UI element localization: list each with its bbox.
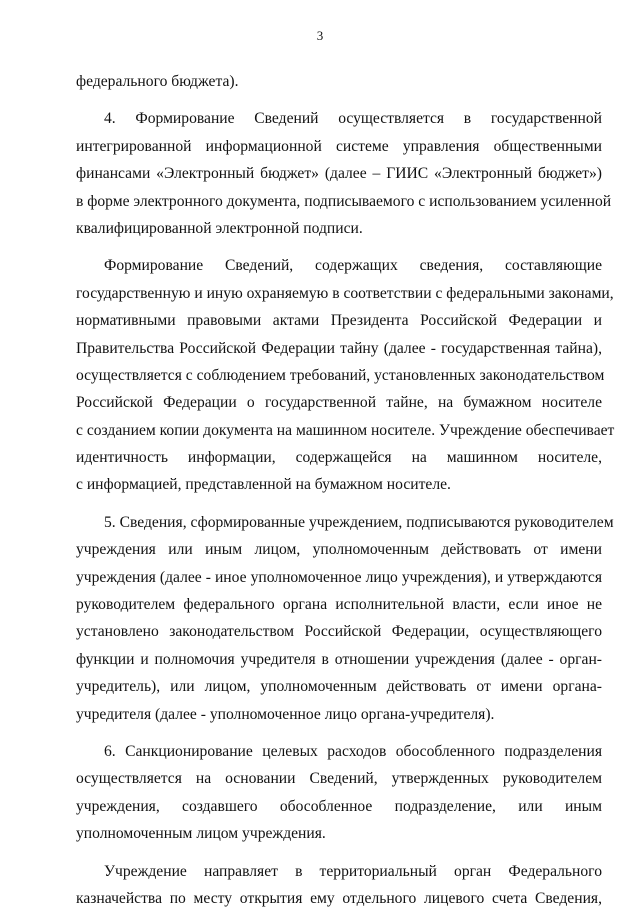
text-line: осуществляется на основании Сведений, утвержденных руководителем (76, 770, 602, 788)
paragraph-item-4 (76, 105, 612, 242)
text-line: в форме электронного документа, подписываемого с использованием усиленной (76, 192, 612, 210)
text-line: Правительства Российской Федерации тайну (далее - государственная тайна), (76, 339, 602, 357)
text-line: квалифицированной электронной подписи. (76, 219, 363, 237)
text-line: учредителя (далее - уполномоченное лицо органа-учредителя). (76, 705, 495, 723)
paragraph-continuation (76, 68, 602, 95)
text-line: Формирование Сведений, содержащих сведения, составляющие (104, 257, 602, 275)
text-line: финансами «Электронный бюджет» (далее – ГИИС «Электронный бюджет») (76, 165, 602, 183)
text-line: идентичность информации, содержащейся на машинном носителе, (76, 449, 602, 467)
paragraph-item-5 (76, 509, 614, 728)
text-line: казначейства по месту открытия ему отдельного лицевого счета Сведения, (76, 889, 602, 907)
text-line: с созданием копии документа на машинном носителе. Учреждение обеспечивает (76, 421, 615, 439)
page-number: 3 (316, 28, 324, 43)
text-line: с информацией, представленной на бумажном носителе. (76, 476, 451, 494)
text-line: учреждения, создавшего обособленное подразделение, или иным (76, 797, 602, 815)
text-line: учреждения или иным лицом, уполномоченным действовать от имени (76, 541, 602, 559)
text-line: интегрированной информационной системе управления общественными (76, 137, 602, 155)
text-line: федерального бюджета). (76, 73, 239, 90)
text-line: 5. Сведения, сформированные учреждением, подписываются руководителем (104, 513, 614, 531)
paragraph-treasury (76, 858, 602, 912)
text-line: установлено законодательством Российской Федерации, осуществляющего (76, 623, 602, 641)
document-body (76, 68, 615, 912)
text-line: руководителем федерального органа исполнительной власти, если иное не (76, 596, 602, 614)
text-line: функции и полномочия учредителя в отношении учреждения (далее - орган- (76, 650, 602, 668)
text-line: 6. Санкционирование целевых расходов обособленного подразделения (104, 742, 602, 760)
text-line: учредитель), или лицом, уполномоченным действовать от имени органа- (76, 678, 602, 696)
text-line: учреждения (далее - иное уполномоченное лицо учреждения), и утверждаются (76, 568, 602, 586)
paragraph-secret-information (76, 252, 615, 499)
text-line: 4. Формирование Сведений осуществляется в государственной (104, 110, 602, 128)
paragraph-item-6 (76, 738, 602, 848)
text-line: Российской Федерации о государственной тайне, на бумажном носителе (76, 394, 602, 412)
text-line: уполномоченным лицом учреждения. (76, 825, 326, 843)
text-line: государственную и иную охраняемую в соответствии с федеральными законами, (76, 284, 614, 302)
text-line: осуществляется с соблюдением требований, установленных законодательством (76, 366, 605, 384)
text-line: нормативными правовыми актами Президента Российской Федерации и (76, 312, 602, 330)
text-line: Учреждение направляет в территориальный орган Федерального (104, 862, 602, 880)
